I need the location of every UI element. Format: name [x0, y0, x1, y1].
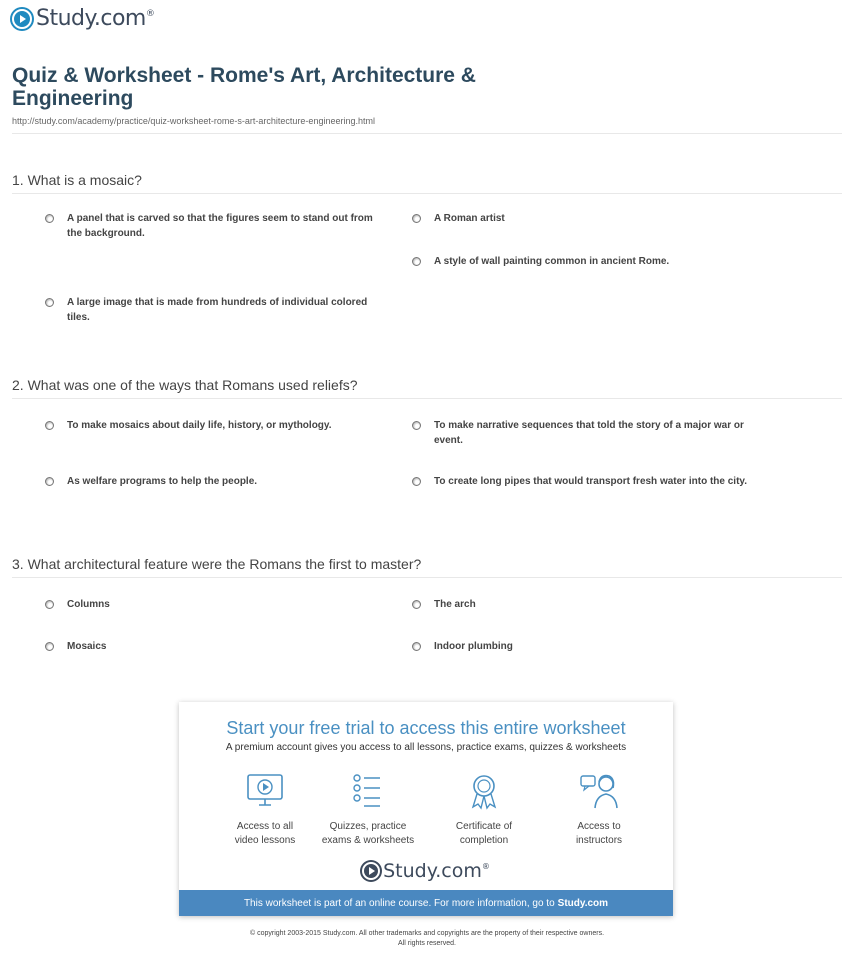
radio-button[interactable] [412, 257, 421, 266]
feature-video-lessons [205, 772, 325, 848]
option-label: The arch [434, 599, 476, 610]
question-2: 2. What was one of the ways that Romans used reliefs? [12, 377, 358, 393]
answer-option[interactable] [412, 597, 752, 612]
option-label: Mosaics [67, 641, 107, 652]
copyright-footer [0, 929, 854, 949]
logo-text: Study.com [383, 860, 482, 882]
cta-title[interactable]: Start your free trial to access this entire worksheet [226, 718, 626, 738]
feature-line: video lessons [234, 835, 296, 846]
answer-option[interactable] [45, 418, 385, 433]
answer-option[interactable] [45, 639, 385, 654]
answer-option[interactable] [45, 295, 385, 325]
answer-option[interactable] [412, 418, 752, 448]
feature-line: Access to [577, 821, 621, 832]
option-label: A large image that is made from hundreds of individual colored tiles. [67, 297, 368, 323]
checklist-icon [348, 772, 388, 810]
answer-option[interactable] [412, 211, 752, 226]
option-label: To make narrative sequences that told the story of a major war or event. [434, 420, 744, 446]
question-3: 3. What architectural feature were the Romans the first to master? [12, 556, 422, 572]
option-label: As welfare programs to help the people. [67, 476, 258, 487]
bar-text: This worksheet is part of an online course. For more information, go to [243, 897, 555, 909]
answer-option[interactable] [412, 254, 752, 269]
play-logo-icon [12, 9, 32, 29]
radio-button[interactable] [45, 298, 54, 307]
feature-line: Access to all [236, 821, 294, 832]
divider [12, 133, 842, 134]
divider [12, 577, 842, 578]
logo-text: Study.com [36, 6, 146, 31]
cta-study-logo[interactable] [179, 860, 673, 882]
radio-button[interactable] [45, 477, 54, 486]
option-label: To create long pipes that would transport fresh water into the city. [434, 476, 747, 487]
radio-button[interactable] [412, 214, 421, 223]
radio-button[interactable] [412, 642, 421, 651]
page-title: Quiz & Worksheet - Rome's Art, Architecture & Engineering [12, 64, 476, 110]
certificate-icon [464, 772, 504, 810]
radio-button[interactable] [45, 421, 54, 430]
free-trial-panel[interactable] [179, 702, 673, 916]
trademark: ® [145, 8, 155, 19]
trademark: ® [481, 861, 490, 871]
option-label: To make mosaics about daily life, history, or mythology. [67, 420, 332, 431]
feature-certificate [424, 772, 544, 848]
option-label: A panel that is carved so that the figures seem to stand out from the background. [67, 213, 373, 239]
cta-subtitle: A premium account gives you access to all lessons, practice exams, quizzes & worksheets [225, 742, 627, 753]
feature-quizzes [308, 772, 428, 848]
divider [12, 398, 842, 399]
option-label: Columns [67, 599, 110, 610]
question-1: 1. What is a mosaic? [12, 172, 142, 188]
study-link[interactable]: Study.com [557, 897, 609, 909]
page-url[interactable]: http://study.com/academy/practice/quiz-worksheet-rome-s-art-architecture-engineering.html [12, 116, 375, 126]
answer-option[interactable] [45, 474, 385, 489]
option-label: A Roman artist [434, 213, 505, 224]
feature-line: Quizzes, practice [329, 821, 407, 832]
instructor-icon [579, 772, 619, 810]
feature-line: completion [459, 835, 509, 846]
answer-option[interactable] [412, 639, 752, 654]
study-logo[interactable] [12, 6, 154, 31]
feature-line: instructors [575, 835, 623, 846]
rights-line: All rights reserved. [398, 940, 456, 947]
option-label: A style of wall painting common in ancient Rome. [434, 256, 670, 267]
option-label: Indoor plumbing [434, 641, 513, 652]
radio-button[interactable] [412, 600, 421, 609]
answer-option[interactable] [45, 211, 385, 241]
answer-option[interactable] [45, 597, 385, 612]
play-logo-icon [362, 862, 380, 880]
video-lesson-icon [245, 772, 285, 810]
feature-line: exams & worksheets [321, 835, 415, 846]
copyright-line: © copyright 2003-2015 Study.com. All other trademarks and copyrights are the property of their respective owners. [249, 930, 605, 937]
radio-button[interactable] [45, 642, 54, 651]
radio-button[interactable] [412, 477, 421, 486]
answer-option[interactable] [412, 474, 752, 489]
course-info-bar [179, 890, 673, 916]
radio-button[interactable] [45, 600, 54, 609]
feature-instructors [539, 772, 659, 848]
radio-button[interactable] [412, 421, 421, 430]
divider [12, 193, 842, 194]
feature-line: Certificate of [455, 821, 513, 832]
radio-button[interactable] [45, 214, 54, 223]
